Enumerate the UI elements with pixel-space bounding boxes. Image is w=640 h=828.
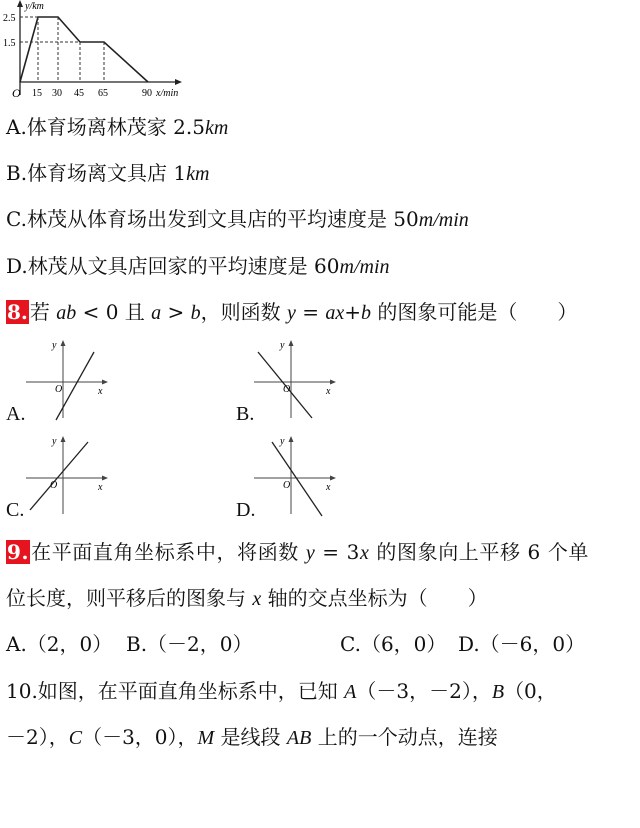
q9-text: = 3	[315, 540, 360, 564]
distance-time-graph	[0, 0, 200, 102]
q9-text: 在平面直角坐标系中，将函数	[31, 540, 306, 564]
q10-stem-line1	[6, 677, 557, 706]
q8-text: +	[344, 300, 362, 324]
q9-option-d: D.（－6，0）	[458, 632, 586, 656]
q9-option-c: C.（6，0）	[340, 632, 447, 656]
q8-var: a	[151, 302, 162, 324]
q9-number: 9.	[7, 540, 30, 564]
svg-text:O: O	[50, 480, 58, 491]
q7-option-d	[6, 252, 390, 281]
q10-point: A	[344, 681, 357, 703]
svg-text:x: x	[98, 386, 103, 397]
graph-xtick-15: 15	[32, 88, 42, 99]
option-text: 体育场离林茂家 2.5	[26, 115, 205, 139]
q9-var: x	[252, 588, 262, 610]
graph-ytick-25: 2.5	[3, 13, 16, 24]
option-text: 林茂从体育场出发到文具店的平均速度是 50	[26, 207, 419, 231]
q10-text: －2），	[6, 725, 69, 749]
q8-var: b	[361, 302, 372, 324]
q8-var: ab	[56, 302, 77, 324]
svg-text:x: x	[326, 386, 331, 397]
q10-text: （0，	[504, 679, 557, 703]
q10-stem-line2	[6, 723, 498, 752]
option-label: A.	[6, 115, 27, 139]
q8-option-b-label: B.	[236, 403, 255, 425]
option-unit: m/min	[339, 256, 390, 278]
graph-x-label: x/min	[156, 88, 179, 99]
q9-stem-line2	[6, 584, 488, 613]
svg-text:y: y	[52, 340, 57, 351]
q8-option-d-label: D.	[236, 499, 256, 521]
q8-var: b	[190, 302, 201, 324]
svg-text:y: y	[280, 340, 285, 351]
svg-text:O: O	[283, 480, 291, 491]
svg-text:O: O	[283, 384, 291, 395]
q7-option-b	[6, 159, 209, 188]
graph-xtick-30: 30	[52, 88, 62, 99]
graph-xtick-45: 45	[74, 88, 84, 99]
graph-xtick-90: 90	[142, 88, 152, 99]
q7-option-a	[6, 113, 228, 142]
q10-text: 上的一个动点，连接	[311, 725, 498, 749]
q8-text: =	[295, 300, 326, 324]
q10-point: M	[197, 727, 215, 749]
q10-text: 是线段	[214, 725, 287, 749]
q8-text: >	[161, 300, 191, 324]
q8-graph-d	[250, 434, 340, 519]
q9-var: x	[359, 542, 370, 564]
option-unit: m/min	[418, 209, 469, 231]
q10-text: 10.如图，在平面直角坐标系中，已知	[6, 679, 345, 703]
q8-text: 的图象可能是（ ）	[371, 300, 578, 324]
q9-text: 轴的交点坐标为（ ）	[261, 586, 488, 610]
q9-var: y	[305, 542, 316, 564]
q10-segment: AB	[286, 727, 312, 749]
graph-y-arrow	[17, 0, 23, 7]
svg-text:O: O	[55, 384, 63, 395]
svg-text:y: y	[280, 436, 285, 447]
option-label: C.	[6, 207, 27, 231]
q8-var: y	[287, 302, 296, 324]
svg-text:y: y	[52, 436, 57, 447]
graph-ytick-15: 1.5	[3, 38, 16, 49]
graph-curve	[20, 17, 148, 82]
svg-text:x: x	[326, 482, 331, 493]
q9-text: 位长度，则平移后的图象与	[6, 586, 253, 610]
option-label: D.	[6, 254, 28, 278]
q7-option-c	[6, 205, 469, 234]
q8-graph-a	[22, 338, 112, 423]
q9-option-b: B.（－2，0）	[126, 632, 253, 656]
q8-text: < 0 且	[76, 300, 152, 324]
q9-stem-line1	[6, 538, 589, 567]
q10-point: C	[68, 727, 83, 749]
q8-option-c-label: C.	[6, 499, 25, 521]
q8-stem	[6, 298, 577, 327]
graph-x-arrow	[175, 79, 182, 85]
q8-number: 8.	[7, 300, 28, 324]
option-label: B.	[6, 161, 28, 185]
option-text: 体育场离文具店 1	[27, 161, 187, 185]
q8-var: ax	[325, 302, 345, 324]
q8-option-a-label: A.	[6, 403, 26, 425]
graph-xtick-65: 65	[98, 88, 108, 99]
graph-y-label: y/km	[25, 1, 44, 12]
q8-text: 若	[29, 300, 57, 324]
q8-text: ，则函数	[200, 300, 288, 324]
option-unit: km	[186, 163, 210, 185]
svg-text:x: x	[98, 482, 103, 493]
q9-option-a: A.（2，0）	[6, 632, 113, 656]
q8-graph-c	[22, 434, 112, 519]
option-text: 林茂从文具店回家的平均速度是 60	[27, 254, 340, 278]
q10-point: B	[491, 681, 505, 703]
option-unit: km	[204, 117, 229, 139]
q10-text: （－3，0），	[82, 725, 198, 749]
graph-origin: O	[12, 86, 21, 100]
q9-text: 的图象向上平移 6 个单	[369, 540, 590, 564]
q8-graph-b	[250, 338, 340, 423]
q10-text: （－3，－2），	[356, 679, 492, 703]
